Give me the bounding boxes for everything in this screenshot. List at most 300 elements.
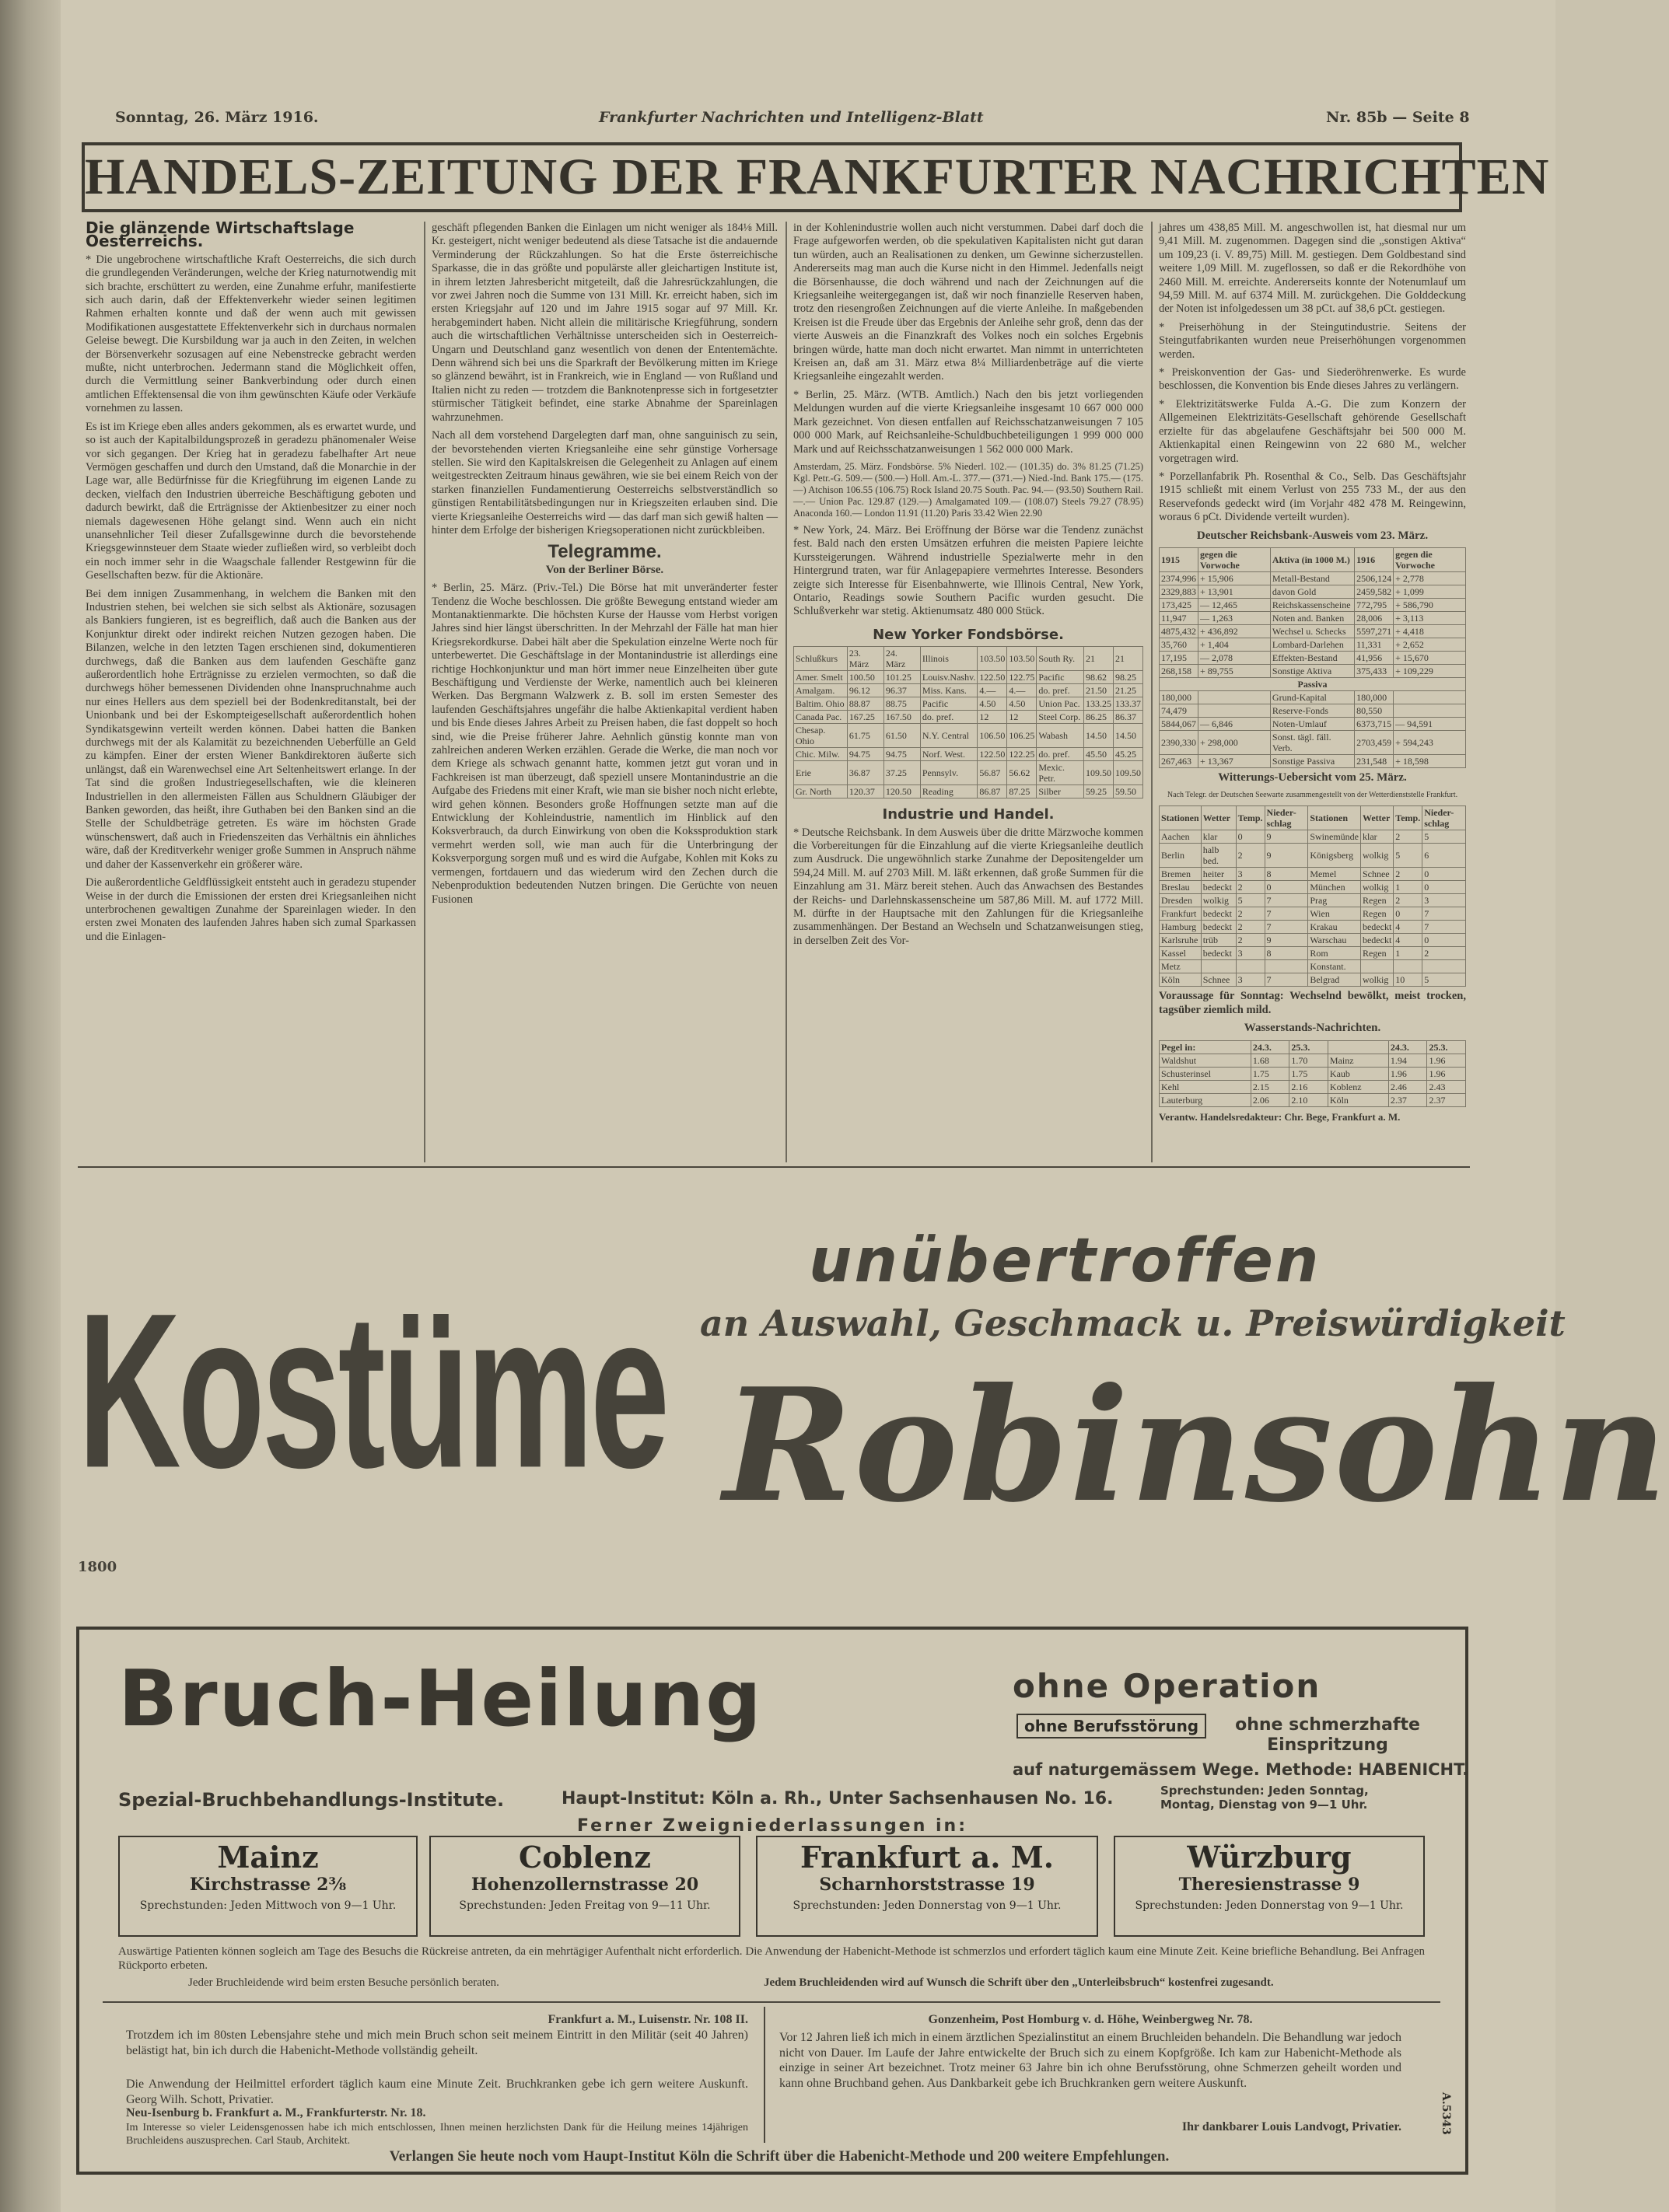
bruch-heilung-ad — [76, 1627, 1468, 2175]
table-cell: Memel — [1308, 868, 1361, 881]
table-cell: Amalgam. — [794, 684, 848, 697]
table-cell: 2459,582 — [1355, 585, 1394, 598]
testimonial-signature: Ihr dankbarer Louis Landvogt, Privatier. — [1181, 2120, 1401, 2133]
table-cell: Konstant. — [1308, 960, 1361, 973]
table-row — [1160, 894, 1466, 907]
table-row — [1160, 730, 1466, 754]
table-cell: 94.75 — [847, 748, 883, 761]
table-cell: 2 — [1422, 947, 1466, 960]
table-cell: 7 — [1265, 921, 1308, 934]
table-cell: 41,956 — [1355, 651, 1394, 664]
table-cell: Sonst. tägl. fäll. Verb. — [1270, 730, 1354, 754]
table-cell: 4 — [1394, 921, 1422, 934]
table-cell: 35,760 — [1160, 638, 1198, 651]
table-cell: Köln — [1328, 1093, 1388, 1106]
table-cell: Köln — [1160, 973, 1202, 987]
article-paragraph: * Berlin, 25. März. (WTB. Amtlich.) Nach den bis jetzt vorliegenden Meldungen wurden auf die vierte Kriegsanleihe insgesamt 10 667 000 000 Mark gezeichnet. Von diesen entfallen auf Reichsschatzanweisungen 7 105 000 000 Mark, auf Reichsanleihe-Schuldbuchbeteiligungen 1 999 000 000 Mark und auf Reichsschatzanweisungen 1 562 000 000 Mark. — [793, 388, 1143, 456]
table-row — [1160, 960, 1466, 973]
table-cell: 122.75 — [1007, 671, 1037, 684]
table-cell: 103.50 — [1007, 647, 1037, 671]
table-cell: do. pref. — [1037, 684, 1084, 697]
table-cell — [1265, 960, 1308, 973]
table-cell: 37.25 — [883, 761, 920, 785]
table-cell: Königsberg — [1308, 844, 1361, 868]
ad-notice: Auswärtige Patienten können sogleich am Tage des Besuchs die Rückreise antreten, da ein mehrtägiger Aufenthalt nicht erforderlich. Die Anwendung der Habenicht-Methode ist schmerzlos und erfordert täglich kaum eine Minute Zeit. Keine briefliche Behandlung. Bei Anfragen Rückporto erbeten. — [118, 1945, 1425, 1972]
table-cell: Aachen — [1160, 830, 1202, 844]
table-cell: 3 — [1236, 947, 1265, 960]
ad-branches-label: Ferner Zweigniederlassungen in: — [577, 1816, 968, 1836]
table-cell: 0 — [1265, 881, 1308, 894]
table-cell: Wechsel u. Schecks — [1270, 624, 1354, 638]
table-cell: — 6,846 — [1198, 717, 1271, 730]
table-cell: 9 — [1265, 934, 1308, 947]
table-cell: 106.25 — [1007, 724, 1037, 748]
table-cell: 7 — [1422, 907, 1466, 921]
table-cell: 12 — [978, 711, 1007, 724]
table-cell: Gr. North — [794, 785, 848, 798]
article-paragraph: Die außerordentliche Geldflüssigkeit entsteht auch in geradezu stupender Weise in der durch die Emissionen der ersten drei Kriegsanleihen nicht unterbrochenen gewaltigen Zunahme der Spareinlagen wieder. In den ersten zwei Monaten des laufenden Jahres haben sich zumal Sparkassen und die Einlagen- — [86, 876, 416, 943]
table-cell: 2 — [1236, 907, 1265, 921]
table-cell: 45.50 — [1083, 748, 1113, 761]
ny-exchange-heading: New Yorker Fondsbörse. — [873, 626, 1064, 643]
table-cell: 36.87 — [847, 761, 883, 785]
table-cell: 21.25 — [1113, 684, 1142, 697]
table-cell: wolkig — [1360, 881, 1393, 894]
table-cell: Waldshut — [1160, 1054, 1251, 1067]
branch-hours: Sprechstunden: Jeden Freitag von 9—11 Uhr. — [459, 1899, 711, 1912]
table-cell: 1.75 — [1251, 1067, 1289, 1080]
ad-notice: Jeder Bruchleidende wird beim ersten Besuche persönlich beraten. — [188, 1976, 499, 1989]
table-cell: Belgrad — [1308, 973, 1361, 987]
table-cell: Wetter — [1201, 806, 1236, 830]
ad-code: A.5343 — [1440, 2092, 1452, 2135]
paper-name: Frankfurter Nachrichten und Intelligenz-Blatt — [599, 109, 984, 126]
table-cell: Chic. Milw. — [794, 748, 848, 761]
testimonial-address: Frankfurt a. M., Luisenstr. Nr. 108 II. — [548, 2013, 748, 2026]
weather-table — [1159, 805, 1466, 987]
table-cell: 98.62 — [1083, 671, 1113, 684]
table-cell: heiter — [1201, 868, 1236, 881]
testimonial-text: Trotzdem ich im 80sten Lebensjahre stehe und mich mein Bruch schon seit meinem Eintritt in den Militär (seit 40 Jahren) belästigt hat, bin ich durch die Habenicht-Methode vollständig geheilt. — [126, 2029, 748, 2057]
table-cell: 1916 — [1355, 547, 1394, 571]
table-cell: Miss. Kans. — [920, 684, 977, 697]
table-cell: Rom — [1308, 947, 1361, 960]
ad-headline-kostume: Kostüme — [78, 1268, 667, 1515]
table-cell: 1 — [1394, 881, 1422, 894]
ad-main-hours: Sprechstunden: Jeden Sonntag, Montag, Dienstag von 9—1 Uhr. — [1160, 1784, 1369, 1812]
table-cell: 74,479 — [1160, 704, 1198, 717]
table-cell: 268,158 — [1160, 664, 1198, 677]
branch-address: Hohenzollernstrasse 20 — [471, 1875, 699, 1895]
table-cell: 9 — [1265, 844, 1308, 868]
table-cell: 100.50 — [847, 671, 883, 684]
table-cell: Mainz — [1328, 1054, 1388, 1067]
column-1 — [86, 218, 416, 1162]
table-cell: Dresden — [1160, 894, 1202, 907]
table-cell: 2329,883 — [1160, 585, 1198, 598]
table-cell: 5844,067 — [1160, 717, 1198, 730]
table-cell: 86.87 — [978, 785, 1007, 798]
table-cell: 2.37 — [1388, 1093, 1427, 1106]
table-cell: Pacific — [920, 697, 977, 711]
table-cell: 86.37 — [1113, 711, 1142, 724]
table-cell: 1 — [1394, 947, 1422, 960]
table-row — [794, 697, 1143, 711]
table-cell: Noten-Umlauf — [1270, 717, 1354, 730]
table-cell: Breslau — [1160, 881, 1202, 894]
table-cell: 7 — [1265, 973, 1308, 987]
branch-hours: Sprechstunden: Jeden Mittwoch von 9—1 Uhr. — [139, 1899, 397, 1912]
table-cell: 5 — [1394, 844, 1422, 868]
table-cell: Passiva — [1160, 677, 1466, 690]
table-cell: 24.3. — [1251, 1040, 1289, 1054]
article-paragraph: Nach all dem vorstehend Dargelegten darf man, ohne sanguinisch zu sein, der bevorstehenden vierten Kriegsanleihe eine sehr günstige Vorhersage stellen. Sie wird den Kapitalskreisen die Gelegenheit zu Anlagen auf einem weitgestreckten Zeitraum hinaus gewähren, wie sie bei einem Reich von der starken finanziellen Fundamentierung Oesterreichs selbstverständlich so günstigen Rentabilitätsbedingungen nur in Kriegszeiten erlauben sind. Die vierte Kriegsanleihe Oesterreichs wird — das darf man sich gewiß halten — hinter dem Erfolge der bisherigen Kriegsoperationen nicht zurückbleiben. — [432, 429, 778, 536]
table-cell: 133.25 — [1083, 697, 1113, 711]
table-cell: bedeckt — [1201, 881, 1236, 894]
masthead: HANDELS-ZEITUNG DER FRANKFURTER NACHRICHTEN — [82, 142, 1462, 212]
reichsbank-table — [1159, 547, 1466, 768]
ad-subline: an Auswahl, Geschmack u. Preiswürdigkeit — [700, 1302, 1566, 1344]
testimonial-text: Die Anwendung der Heilmittel erfordert täglich kaum eine Minute Zeit. Bruchkranken gebe ich gern weitere Auskunft. Georg Wilh. Schott, Privatier. — [126, 2077, 748, 2106]
table-cell: + 594,243 — [1394, 730, 1466, 754]
table-cell: 59.50 — [1113, 785, 1142, 798]
table-cell: 0 — [1422, 868, 1466, 881]
table-cell: davon Gold — [1270, 585, 1354, 598]
table-cell: 106.50 — [978, 724, 1007, 748]
table-cell: Regen — [1360, 907, 1393, 921]
table-cell: 7 — [1422, 921, 1466, 934]
table-cell: 0 — [1422, 934, 1466, 947]
table-cell: Nieder-schlag — [1265, 806, 1308, 830]
table-row — [1160, 844, 1466, 868]
table-cell: 0 — [1236, 830, 1265, 844]
article-paragraph: * Elektrizitätswerke Fulda A.-G. Die zum Konzern der Allgemeinen Elektrizitäts-Gesellschaft gehörende Gesellschaft erzielte für das abgelaufene Geschäftsjahr bei 500 000 M. Aktienkapital einen Reingewinn von 22 680 M., welcher vorgetragen wird. — [1159, 397, 1466, 465]
table-cell: 45.25 — [1113, 748, 1142, 761]
table-cell: — 1,263 — [1198, 611, 1271, 624]
table-cell: 109.50 — [1113, 761, 1142, 785]
table-cell: Metall-Bestand — [1270, 571, 1354, 585]
table-cell: 173,425 — [1160, 598, 1198, 611]
table-row — [794, 647, 1143, 671]
table-row — [1160, 830, 1466, 844]
table-cell: 8 — [1265, 947, 1308, 960]
table-cell: 23. März — [847, 647, 883, 671]
table-cell: Schnee — [1360, 868, 1393, 881]
table-row — [1160, 754, 1466, 767]
article-paragraph: jahres um 438,85 Mill. M. angeschwollen ist, hat diesmal nur um 9,41 Mill. M. zugenommen. Dagegen sind die „sonstigen Aktiva“ um 109,23 (i. V. 89,75) Mill. M. gestiegen. Dem Goldbestand sind weitere 1,09 Mill. M. zugeflossen, so daß er die Rekordhöhe von 2460 Mill. M. erreichte. Andererseits konnte der Notenumlauf um 94,59 Mill. M. auf 6374 Mill. M. zurückgehen. Die Golddeckung der Noten ist infolgedessen um 38 pCt. auf 38,6 pCt. gestiegen. — [1159, 222, 1466, 316]
table-cell: 2 — [1394, 830, 1422, 844]
table-cell: 103.50 — [978, 647, 1007, 671]
table-row — [1160, 1093, 1466, 1106]
table-header — [1160, 547, 1466, 571]
table-row — [1160, 624, 1466, 638]
table-cell: Temp. — [1236, 806, 1265, 830]
table-cell: bedeckt — [1201, 921, 1236, 934]
table-row — [794, 724, 1143, 748]
table-cell: 122.50 — [978, 748, 1007, 761]
article-paragraph: * Preiserhöhung in der Steingutindustrie. Seitens der Steingutfabrikanten wurden neue Preiserhöhungen vorgenommen werden. — [1159, 320, 1466, 361]
table-cell: gegen die Vorwoche — [1394, 547, 1466, 571]
table-cell: 4.50 — [1007, 697, 1037, 711]
table-cell: Canada Pac. — [794, 711, 848, 724]
table-row — [794, 761, 1143, 785]
table-cell: 120.50 — [883, 785, 920, 798]
branch-city: Würzburg — [1187, 1840, 1352, 1875]
table-cell: 7 — [1265, 894, 1308, 907]
table-cell: + 436,892 — [1198, 624, 1271, 638]
table-cell — [1394, 960, 1422, 973]
table-cell: 80,550 — [1355, 704, 1394, 717]
table-cell: 4.50 — [978, 697, 1007, 711]
table-cell: 4875,432 — [1160, 624, 1198, 638]
table-cell: South Ry. — [1037, 647, 1084, 671]
table-row — [1160, 651, 1466, 664]
table-cell: Temp. — [1394, 806, 1422, 830]
table-cell: + 18,598 — [1394, 754, 1466, 767]
ad-footer: Verlangen Sie heute noch vom Haupt-Institut Köln die Schrift über die Habenicht-Methode und 200 weitere Empfehlungen. — [389, 2148, 1170, 2165]
table-cell: 772,795 — [1355, 598, 1394, 611]
table-cell: 87.25 — [1007, 785, 1037, 798]
table-cell: Berlin — [1160, 844, 1202, 868]
ad-ohne-berufsstoerung: ohne Berufsstörung — [1016, 1714, 1206, 1738]
table-cell: klar — [1360, 830, 1393, 844]
table-cell: 1.96 — [1388, 1067, 1427, 1080]
article-paragraph: Es ist im Kriege eben alles anders gekommen, als es erwartet wurde, und so ist auch der Kapitalbildungsprozeß in geradezu phänomenaler Weise vor sich gegangen. Der Krieg hat in geradezu fabelhafter Art neue Vermögen geschaffen und durch den Umstand, daß die Monarchie in der Lage war, alle Bedürfnisse für die Kriegführung im eigenen Lande zu decken, vielfach den Industrien überreiche Beschäftigung geboten und dadurch bewirkt, daß die Erträgnisse der Aktienbesitzer zu einer noch niemals dagewesenen Höhe gelangt sind. Wenn auch ein nicht unansehnlicher Teil dieser Zufallsgewinne durch die bevorstehende Kriegsgewinnsteuer dem Staate wieder zufließen wird, so verbleibt doch ein noch immer sehr in die Waagschale fallender Restgewinn für die Gesellschaften bezw. für die Aktionäre. — [86, 420, 416, 582]
table-cell: 1915 — [1160, 547, 1198, 571]
article-paragraph: * Die ungebrochene wirtschaftliche Kraft Oesterreichs, die sich durch die grundlegenden Veränderungen, welche der Krieg naturnotwendig mit sich brachte, erschüttert zu werden, eine Zunahme erfuhr, manifestierte sich auch darin, daß der Effektenverkehr wieder seinen legitimen Rahmen erhalten konnte und daß der wenn auch mit gewissen Modifikationen ausgestattete Effektenverkehr sich in durchaus normalen Geleise bewegt. Die Kursbildung war ja auch in den Zeiten, in welchen der Börsenverkehr sozusagen auf eine Nebenstrecke gebracht werden mußte, nicht unterbrochen. Jedermann stand die Möglichkeit offen, durch die Vermittlung seiner Bankverbindung oder durch einen amtlichen Effektensensal die von ihm gewünschten Käufe oder Verkäufe vornehmen zu lassen. — [86, 253, 416, 415]
table-cell: 5 — [1422, 830, 1466, 844]
table-cell: do. pref. — [1037, 748, 1084, 761]
table-cell: 98.25 — [1113, 671, 1142, 684]
table-cell: Pacific — [1037, 671, 1084, 684]
table-cell: trüb — [1201, 934, 1236, 947]
table-cell: 14.50 — [1083, 724, 1113, 748]
table-cell: Prag — [1308, 894, 1361, 907]
table-cell: Erie — [794, 761, 848, 785]
table-cell: Grund-Kapital — [1270, 690, 1354, 704]
table-cell: + 15,670 — [1394, 651, 1466, 664]
ad-column-divider — [764, 2007, 765, 2143]
table-cell: + 13,367 — [1198, 754, 1271, 767]
table-cell: Regen — [1360, 947, 1393, 960]
column-rule — [786, 222, 787, 1162]
table-cell — [1198, 690, 1271, 704]
table-cell: Bremen — [1160, 868, 1202, 881]
telegrams-heading: Telegramme. — [548, 541, 662, 563]
table-cell: 2703,459 — [1355, 730, 1394, 754]
table-row — [794, 684, 1143, 697]
table-cell: 133.37 — [1113, 697, 1142, 711]
table-cell: + 15,906 — [1198, 571, 1271, 585]
table-cell: 88.87 — [847, 697, 883, 711]
table-cell: 2374,996 — [1160, 571, 1198, 585]
water-level-heading: Wasserstands-Nachrichten. — [1244, 1022, 1381, 1035]
table-cell: wolkig — [1201, 894, 1236, 907]
table-cell: 2.16 — [1289, 1080, 1328, 1093]
table-cell: 8 — [1265, 868, 1308, 881]
table-cell: 4.— — [1007, 684, 1037, 697]
table-cell: 11,331 — [1355, 638, 1394, 651]
table-cell: 2.06 — [1251, 1093, 1289, 1106]
table-cell: 1.94 — [1388, 1054, 1427, 1067]
reichsbank-heading: Deutscher Reichsbank-Ausweis vom 23. März. — [1196, 529, 1429, 542]
table-cell: 2.46 — [1388, 1080, 1427, 1093]
table-cell: Effekten-Bestand — [1270, 651, 1354, 664]
table-cell: Noten and. Banken — [1270, 611, 1354, 624]
table-cell: Warschau — [1308, 934, 1361, 947]
table-cell: bedeckt — [1201, 907, 1236, 921]
table-cell: Union Pac. — [1037, 697, 1084, 711]
table-cell: 2.10 — [1289, 1093, 1328, 1106]
table-row — [794, 785, 1143, 798]
table-row — [1160, 1080, 1466, 1093]
ny-quote-table — [793, 646, 1143, 798]
table-cell: Silber — [1037, 785, 1084, 798]
table-cell: Schnee — [1201, 973, 1236, 987]
branch-city: Frankfurt a. M. — [800, 1840, 1055, 1875]
ad-ohne-schmerz: ohne schmerzhafte Einspritzung — [1235, 1715, 1420, 1755]
table-row — [1160, 973, 1466, 987]
table-cell: 21 — [1083, 647, 1113, 671]
table-cell: Frankfurt — [1160, 907, 1202, 921]
table-cell: — 94,591 — [1394, 717, 1466, 730]
table-header — [1160, 806, 1466, 830]
table-cell: Sonstige Aktiva — [1270, 664, 1354, 677]
amsterdam-quotes: Amsterdam, 25. März. Fondsbörse. 5% Niederl. 102.— (101.35) do. 3% 81.25 (71.25) Kgl. Petr.-G. 509.— (500.—) Holl. Am.-L. 377.— (371.—) Nied.-Ind. Bank 175.— (175.—) Atchison 106.55 (106.75) Rock Island 20.75 South. Pac. 94.— (93.50) Southern Rail. —.— Union Pac. 129.87 (129.—) Amalgamated 109.— (108.07) Steels 79.27 (78.95) Anaconda 160.— London 11.91 (11.20) Paris 33.42 Wien 22.90 — [793, 460, 1143, 519]
table-cell: 2 — [1394, 868, 1422, 881]
table-cell: 2 — [1394, 894, 1422, 907]
table-cell: 25.3. — [1427, 1040, 1466, 1054]
table-cell: 3 — [1236, 868, 1265, 881]
table-cell: Wabash — [1037, 724, 1084, 748]
table-cell: 59.25 — [1083, 785, 1113, 798]
forecast: Voraussage für Sonntag: Wechselnd bewölkt, meist trocken, tagsüber ziemlich mild. — [1159, 990, 1466, 1016]
table-row — [1160, 921, 1466, 934]
table-cell: Kehl — [1160, 1080, 1251, 1093]
table-cell: Baltim. Ohio — [794, 697, 848, 711]
branch-hours: Sprechstunden: Jeden Donnerstag von 9—1 Uhr. — [793, 1899, 1062, 1912]
table-cell: Chesap. Ohio — [794, 724, 848, 748]
table-cell: 61.75 — [847, 724, 883, 748]
robinsohn-ad — [78, 1186, 1669, 1598]
table-cell: + 2,778 — [1394, 571, 1466, 585]
table-cell: 109.50 — [1083, 761, 1113, 785]
table-cell — [1360, 960, 1393, 973]
table-row — [1160, 677, 1466, 690]
table-cell: + 3,113 — [1394, 611, 1466, 624]
ad-code: 1800 — [78, 1559, 117, 1575]
table-cell: Mexic. Petr. — [1037, 761, 1084, 785]
table-cell: Karlsruhe — [1160, 934, 1202, 947]
table-cell: 2 — [1236, 844, 1265, 868]
table-cell: wolkig — [1360, 844, 1393, 868]
article-title: Die glänzende Wirtschaftslage Oesterreichs. — [86, 218, 355, 251]
column-rule — [1151, 222, 1153, 1162]
table-cell: 2.15 — [1251, 1080, 1289, 1093]
ad-ohne-operation: ohne Operation — [1013, 1667, 1321, 1705]
table-cell: 86.25 — [1083, 711, 1113, 724]
editor-credit: Verantw. Handelsredakteur: Chr. Bege, Frankfurt a. M. — [1159, 1110, 1401, 1123]
table-cell: 1.70 — [1289, 1054, 1328, 1067]
weather-subtitle: Nach Telegr. der Deutschen Seewarte zusammengestellt von der Wetterdienststelle Frankfurt. — [1167, 791, 1458, 800]
table-cell: 96.37 — [883, 684, 920, 697]
table-cell: 1.96 — [1427, 1054, 1466, 1067]
ad-brand: Robinsohn — [723, 1354, 1669, 1537]
table-cell: 11,947 — [1160, 611, 1198, 624]
table-cell — [1198, 704, 1271, 717]
book-binding — [0, 0, 61, 2212]
table-cell: Schlußkurs — [794, 647, 848, 671]
branch-frankfurt — [756, 1836, 1098, 1937]
table-cell: 101.25 — [883, 671, 920, 684]
table-cell: 122.50 — [978, 671, 1007, 684]
table-cell: 56.87 — [978, 761, 1007, 785]
table-cell: Krakau — [1308, 921, 1361, 934]
table-cell — [1328, 1040, 1388, 1054]
branch-wuerzburg — [1114, 1836, 1425, 1937]
table-cell: 3 — [1422, 894, 1466, 907]
table-cell: Sonstige Passiva — [1270, 754, 1354, 767]
table-cell: 180,000 — [1160, 690, 1198, 704]
table-cell: Illinois — [920, 647, 977, 671]
table-cell: Kaub — [1328, 1067, 1388, 1080]
table-cell: 4.— — [978, 684, 1007, 697]
table-row — [1160, 934, 1466, 947]
table-cell: 24.3. — [1388, 1040, 1427, 1054]
table-row — [1160, 907, 1466, 921]
table-cell: Reserve-Fonds — [1270, 704, 1354, 717]
ad-divider — [103, 2001, 1440, 2003]
article-paragraph: * Deutsche Reichsbank. In dem Ausweis über die dritte Märzwoche kommen die Vorbereitungen für die Einzahlung auf die vierte Kriegsanleihe deutlich zum Ausdruck. Die ungewöhnlich starke Zunahme der Depositengelder um 594,24 Mill. M. auf 2703 Mill. M. läßt erkennen, daß große Summen für die Einzahlung am 31. März bereit stehen. Auch das Anwachsen des Bestandes der Reichs- und Darlehnskassenscheine um 587,86 Mill. M. auf 1772 Mill. M. dürfte in der Hauptsache mit den Zahlungen für die Kriegsanleihe zusammenhängen. Der Bestand an Wechseln und Schatzanweisungen stieg, in derselben Zeit des Vor- — [793, 826, 1143, 947]
table-row — [1160, 717, 1466, 730]
table-cell: — 2,078 — [1198, 651, 1271, 664]
ad-institute: Spezial-Bruchbehandlungs-Institute. — [118, 1789, 505, 1811]
weather-heading: Witterungs-Uebersicht vom 25. März. — [1218, 771, 1407, 784]
table-cell: gegen die Vorwoche — [1198, 547, 1271, 571]
column-2 — [432, 222, 778, 1162]
berlin-exchange-heading: Von der Berliner Börse. — [545, 563, 664, 576]
table-row — [1160, 585, 1466, 598]
table-cell: Amer. Smelt — [794, 671, 848, 684]
table-cell: 56.62 — [1007, 761, 1037, 785]
table-cell: Kassel — [1160, 947, 1202, 960]
table-cell: 61.50 — [883, 724, 920, 748]
table-cell: Metz — [1160, 960, 1202, 973]
table-cell: 120.37 — [847, 785, 883, 798]
table-cell: 2.43 — [1427, 1080, 1466, 1093]
table-cell: 2 — [1236, 881, 1265, 894]
table-cell: Nieder-schlag — [1422, 806, 1466, 830]
table-row — [1160, 638, 1466, 651]
table-cell: + 13,901 — [1198, 585, 1271, 598]
table-cell: 7 — [1265, 907, 1308, 921]
table-row — [794, 711, 1143, 724]
water-level-table — [1159, 1040, 1466, 1107]
table-cell: 5 — [1422, 973, 1466, 987]
article-paragraph: in der Kohlenindustrie wollen auch nicht verstummen. Dabei darf doch die Frage aufgeworfen werden, ob die spekulativen Kapitalisten nicht gut daran tun würden, auch an Realisationen zu denken, um Gewinne sicherzustellen. Andererseits mag man auch die Kurse nicht in den Himmel. Jedenfalls neigt die Börsenhausse, die doch während und nach der Zeichnungen auf die Kriegsanleihe weitergegangen ist, daß wir noch finanzielle Reserven haben, trotz den riesengroßen Zeichnungen auf die vierte Anleihe. In maßgebenden Kreisen ist die Freude über das Ergebnis der Anleihe sehr groß, denn das der vierte Ausweis an die Finanzkraft des Volkes noch ein solches Ergebnis bringen würde, hatte man doch nicht erwartet. Man nimmt in unterrichteten Kreisen an, daß am 31. März etwa 8¼ Milliardenbeträge auf die vierte Kriegsanleihe eingezahlt werden. — [793, 222, 1143, 383]
table-cell: + 1,099 — [1394, 585, 1466, 598]
ad-headline: Bruch-Heilung — [118, 1653, 763, 1744]
table-cell: 21 — [1113, 647, 1142, 671]
branch-coblenz — [429, 1836, 740, 1937]
table-cell: 3 — [1236, 973, 1265, 987]
table-cell: Wien — [1308, 907, 1361, 921]
table-cell: 2506,124 — [1355, 571, 1394, 585]
table-row — [1160, 571, 1466, 585]
table-row — [1160, 611, 1466, 624]
table-cell: 2390,330 — [1160, 730, 1198, 754]
table-cell: Aktiva (in 1000 M.) — [1270, 547, 1354, 571]
